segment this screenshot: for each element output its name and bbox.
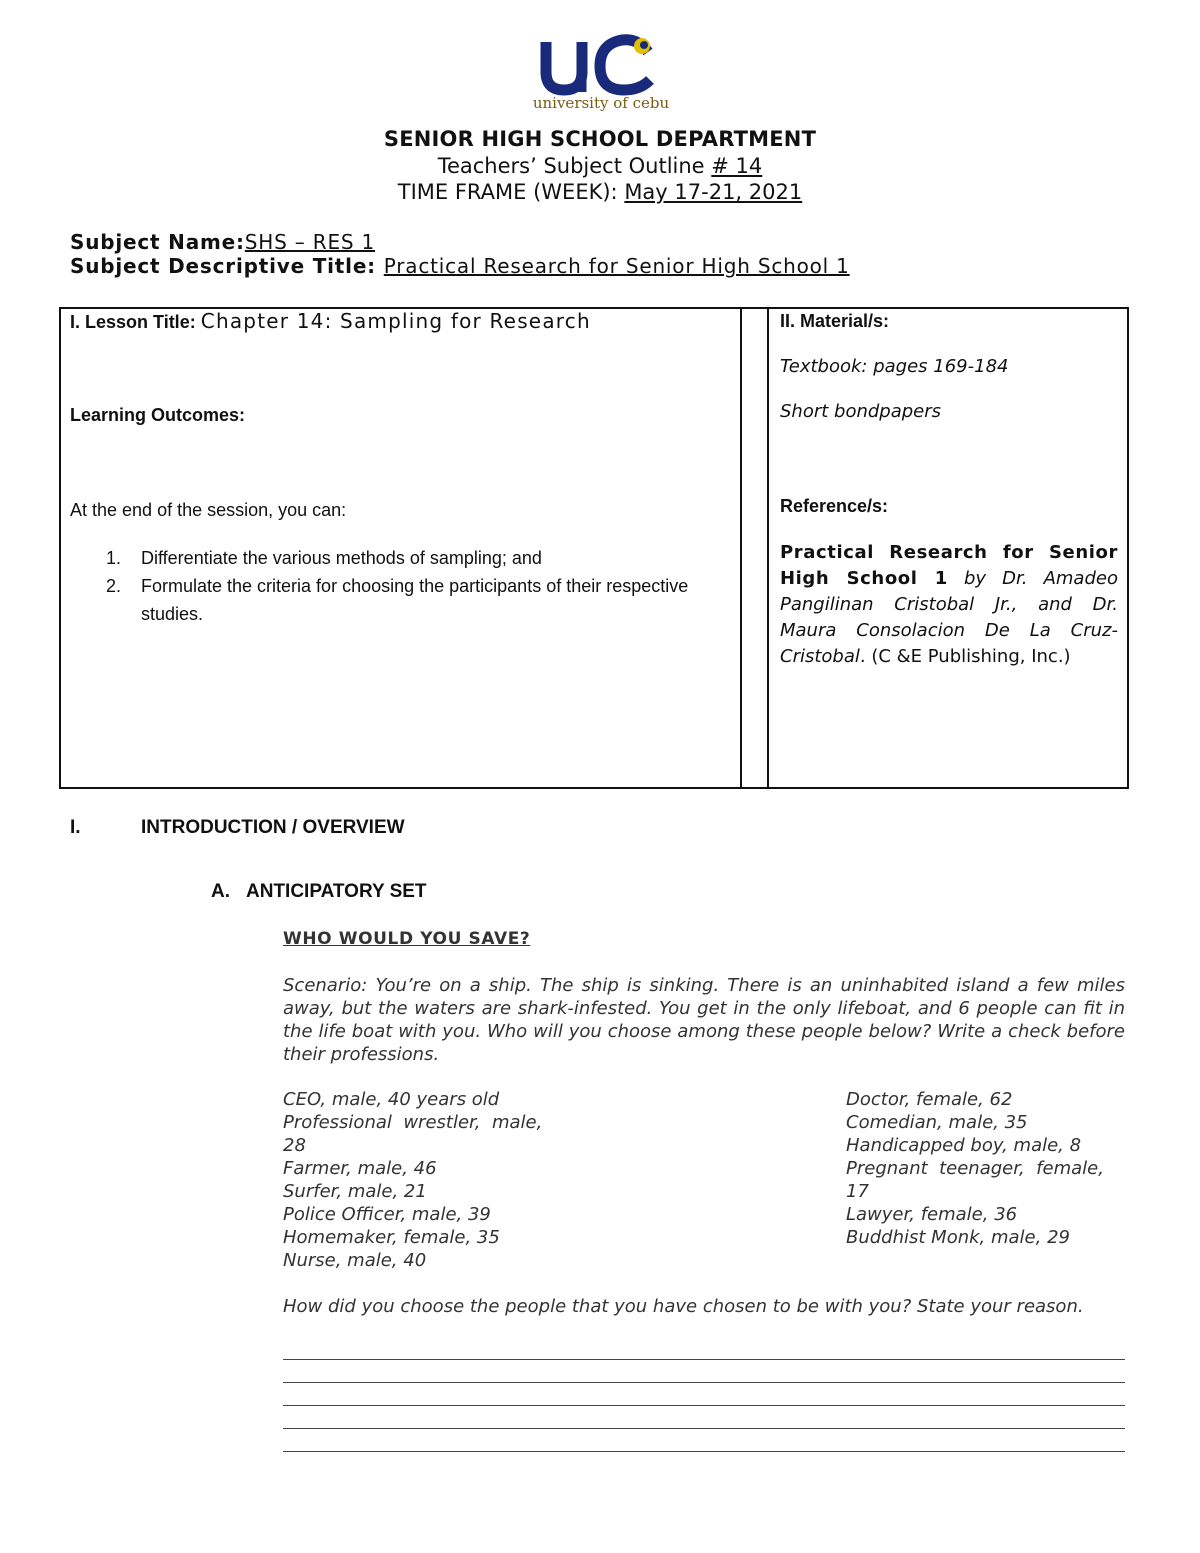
subject-name-value: SHS – RES 1 [244,230,376,254]
table-divider-right [767,307,769,789]
reference-publisher: . (C &E Publishing, Inc.) [859,646,1071,667]
time-frame-line [0,179,1200,205]
outcome-number: 1. [106,548,122,568]
reference-authors: Dr. Amadeo Pangilinan Cristobal Jr., and Dr. Maura Consolacion De La Cruz-Cristobal [780,568,1118,667]
subject-title-label: Subject Descriptive Title: [70,254,376,278]
list-item: Lawyer, female, 36 [846,1204,1018,1225]
list-item: Nurse, male, 40 [283,1250,427,1271]
list-item: Farmer, male, 46 [283,1158,437,1179]
answer-line[interactable] [283,1405,1125,1406]
university-logo [530,28,672,112]
time-frame-label: TIME FRAME (WEEK): [397,180,625,204]
table-divider-left [740,307,742,789]
outline-number: # 14 [711,154,763,178]
section-number: I. [70,817,81,838]
answer-lines[interactable] [283,1359,1125,1474]
materials-label: II. Material/s: [780,311,890,331]
list-item: Surfer, male, 21 [283,1181,427,1202]
outcome-number: 2. [106,576,122,596]
list-item: 28 [283,1135,306,1156]
time-frame-value: May 17-21, 2021 [624,180,803,204]
list-item: Doctor, female, 62 [846,1089,1013,1110]
subsection-letter: A. [211,881,230,902]
lesson-title-line [70,309,732,333]
reference-by: by [963,568,987,589]
subject-title-line [70,254,850,278]
list-item [70,572,732,628]
outcomes-intro: At the end of the session, you can: [70,500,347,520]
subsection-title: ANTICIPATORY SET [246,881,427,902]
logo-text: university of cebu [532,94,670,112]
list-item: 17 [846,1181,869,1202]
question-text: How did you choose the people that you have chosen to be with you? State your reason. [283,1296,1084,1317]
subject-name-label: Subject Name: [70,230,245,254]
outcome-text: Differentiate the various methods of sampling; and [141,548,542,568]
department-title: SENIOR HIGH SCHOOL DEPARTMENT [383,127,817,151]
answer-line[interactable] [283,1382,1125,1383]
lesson-title-label: I. Lesson Title: [70,312,196,332]
answer-line[interactable] [283,1451,1125,1452]
scenario-text: Scenario: You’re on a ship. The ship is sinking. There is an uninhabited island a few miles away, but the waters are shark-infested. You get in the only lifeboat, and 6 people can fit in the life boat with you. Who will you choose among these people below? Write a check before their professions. [283,975,1125,1065]
list-item: CEO, male, 40 years old [283,1089,500,1110]
people-list-left [283,1088,573,1272]
references-label: Reference/s: [780,496,889,516]
subject-title-value: Practical Research for Senior High School 1 [383,254,850,278]
list-item: Pregnant teenager, female, [846,1158,1104,1179]
material-item: Short bondpapers [780,401,942,422]
list-item: Homemaker, female, 35 [283,1227,500,1248]
list-item: Buddhist Monk, male, 29 [846,1227,1070,1248]
lesson-title-value: Chapter 14: Sampling for Research [200,309,591,333]
activity-title: WHO WOULD YOU SAVE? [283,929,531,949]
subject-name-line [70,230,375,254]
list-item: Comedian, male, 35 [846,1112,1028,1133]
outcomes-list [70,544,732,634]
answer-line[interactable] [283,1359,1125,1360]
answer-line[interactable] [283,1428,1125,1429]
list-item: Handicapped boy, male, 8 [846,1135,1082,1156]
learning-outcomes-label: Learning Outcomes: [70,405,246,425]
section-title: INTRODUCTION / OVERVIEW [141,817,405,838]
reference-entry [780,540,1118,670]
outcome-text: Formulate the criteria for choosing the participants of their respective studies. [141,576,689,624]
people-list-right [846,1088,1126,1249]
logo-u-glyph [546,42,582,90]
list-item: Police Officer, male, 39 [283,1204,491,1225]
material-item: Textbook: pages 169-184 [780,356,1009,377]
outline-line [0,153,1200,179]
list-item: Professional wrestler, male, [283,1112,543,1133]
list-item [70,544,732,572]
outline-prefix: Teachers’ Subject Outline [437,154,712,178]
reference-book-title: Practical Research for Senior High School 1 [780,542,1118,589]
